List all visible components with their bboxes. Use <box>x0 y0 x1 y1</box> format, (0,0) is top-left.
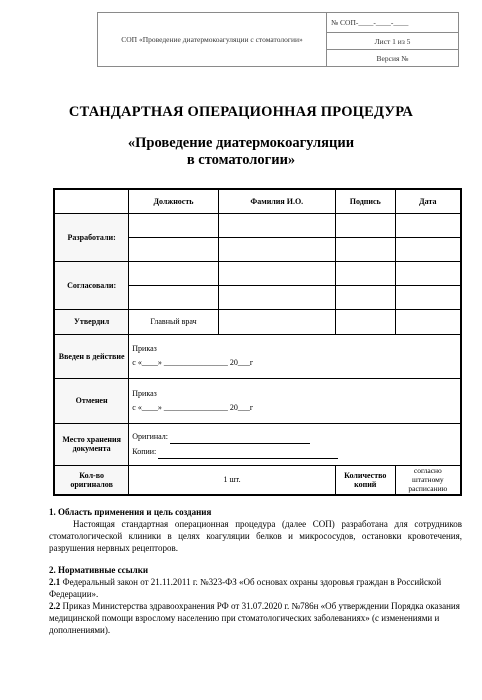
section-1 <box>49 506 462 554</box>
approved-position: Главный врач <box>129 309 218 334</box>
copies-line <box>158 458 338 459</box>
section-2-title: 2. Нормативные ссылки <box>49 565 149 575</box>
subtitle-line-1: «Проведение диатермокоагуляции <box>127 135 355 151</box>
row-approved-label: Утвердил <box>54 309 129 334</box>
header-sheet: Лист 1 из 5 <box>327 33 459 50</box>
cancelled-order-date[interactable]: с «____» ________________ 20___г <box>132 402 254 412</box>
corner-cell <box>54 189 129 213</box>
document-title: СТАНДАРТНАЯ ОПЕРАЦИОННАЯ ПРОЦЕДУРА <box>68 104 414 120</box>
header-version: Версия № <box>327 50 459 67</box>
section-2-1 <box>49 576 462 600</box>
storage-original-label: Оригинал: <box>132 432 169 441</box>
section-2-2-text: Приказ Министерства здравоохранения РФ от 31.07.2020 г. №786н «Об утверждении Порядка оказания медицинской помощи взрослому населению при стоматологических заболеваниях» (с изменениями и дополнениями). <box>49 601 460 635</box>
agreed-position-2[interactable] <box>129 285 218 309</box>
header-number: № СОП-____-____-____ <box>327 13 459 33</box>
section-1-text: Настоящая стандартная операционная процедура (далее СОП) разработана для сотрудников стоматологической клиники в целях коагуляции белков и микрососудов, остановки кровотечения, разрушения нервных рецепторов. <box>49 519 462 553</box>
approved-name[interactable] <box>218 309 335 334</box>
document-subtitle <box>0 135 482 169</box>
storage-copies-label: Копии: <box>132 447 157 456</box>
section-2-2-num: 2.2 <box>49 601 61 611</box>
row-cancelled-label: Отменен <box>54 378 129 423</box>
cancelled-order-label: Приказ <box>132 388 157 398</box>
agreed-name-1[interactable] <box>218 261 335 285</box>
developed-signature-2[interactable] <box>335 237 395 261</box>
row-agreed-label: Согласовали: <box>54 261 129 309</box>
developed-position-1[interactable] <box>129 213 218 237</box>
approved-signature[interactable] <box>335 309 395 334</box>
developed-signature-1[interactable] <box>335 213 395 237</box>
document-header <box>97 12 459 67</box>
approved-date[interactable] <box>395 309 461 334</box>
agreed-name-2[interactable] <box>218 285 335 309</box>
col-name: Фамилия И.О. <box>218 189 335 213</box>
introduced-order <box>129 334 461 378</box>
copies-count: согласно штатному расписанию <box>395 465 461 495</box>
header-title: СОП «Проведение диатермокоагуляции с стоматологии» <box>98 13 327 67</box>
agreed-position-1[interactable] <box>129 261 218 285</box>
section-2 <box>49 564 462 636</box>
storage-copies[interactable] <box>132 444 457 459</box>
developed-position-2[interactable] <box>129 237 218 261</box>
originals-count: 1 шт. <box>129 465 336 495</box>
copies-count-label: Количество копий <box>335 465 395 495</box>
subtitle-line-2: в стоматологии» <box>186 152 296 168</box>
agreed-date-2[interactable] <box>395 285 461 309</box>
agreed-signature-2[interactable] <box>335 285 395 309</box>
developed-date-1[interactable] <box>395 213 461 237</box>
agreed-signature-1[interactable] <box>335 261 395 285</box>
section-1-title: 1. Область применения и цель создания <box>49 507 212 517</box>
approval-table <box>53 188 462 496</box>
storage-cell <box>129 423 461 465</box>
storage-original[interactable] <box>132 429 457 444</box>
agreed-date-1[interactable] <box>395 261 461 285</box>
section-2-1-text: Федеральный закон от 21.11.2011 г. №323-ФЗ «Об основах охраны здоровья граждан в Российской Федерации». <box>49 577 442 599</box>
developed-name-1[interactable] <box>218 213 335 237</box>
table-header-row <box>54 189 461 213</box>
col-signature: Подпись <box>335 189 395 213</box>
developed-name-2[interactable] <box>218 237 335 261</box>
col-position: Должность <box>129 189 218 213</box>
row-originals-label: Кол-во оригиналов <box>54 465 129 495</box>
developed-date-2[interactable] <box>395 237 461 261</box>
cancelled-order <box>129 378 461 423</box>
section-2-2 <box>49 600 462 636</box>
row-developed-label: Разработали: <box>54 213 129 261</box>
col-date: Дата <box>395 189 461 213</box>
introduced-order-date[interactable]: с «____» ________________ 20___г <box>132 358 254 367</box>
row-storage-label: Место хранения документа <box>54 423 129 465</box>
row-introduced-label: Введен в действие <box>54 334 129 378</box>
introduced-order-label: Приказ <box>132 344 157 353</box>
section-2-1-num: 2.1 <box>49 577 61 587</box>
